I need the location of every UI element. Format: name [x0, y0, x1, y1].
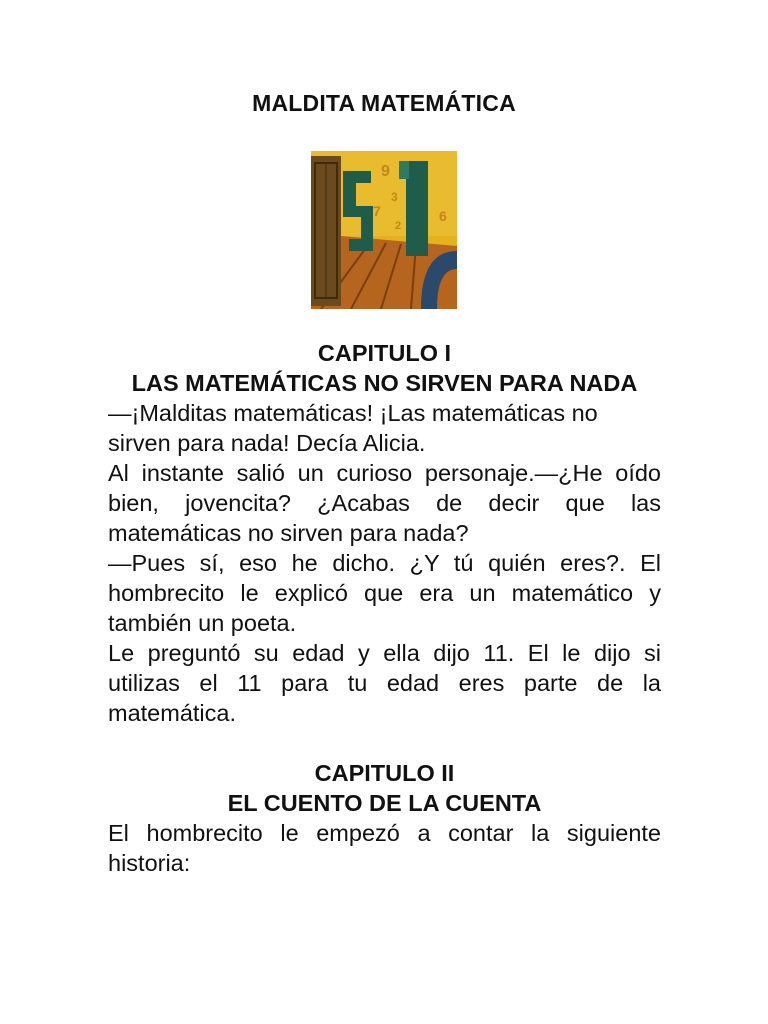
chapter-number: CAPITULO I [317, 340, 452, 366]
cover-image [311, 151, 457, 309]
document-body [108, 338, 661, 878]
chapter-number: CAPITULO II [314, 760, 455, 786]
svg-text:3: 3 [391, 190, 398, 204]
svg-text:7: 7 [373, 203, 381, 219]
svg-text:6: 6 [439, 208, 447, 224]
paragraph: Le preguntó su edad y ella dijo 11. El le dijo si utilizas el 11 para tu edad eres parte de la matemática. [108, 640, 661, 726]
paragraph: —¡Malditas matemáticas! ¡Las matemáticas no sirven para nada! Decía Alicia. [108, 400, 598, 456]
chapter-heading [108, 758, 661, 818]
spacer [108, 728, 661, 758]
chapter-title: EL CUENTO DE LA CUENTA [227, 790, 542, 816]
chapter-2 [108, 758, 661, 878]
book-cover-illustration-icon [311, 151, 457, 309]
chapter-1 [108, 338, 661, 728]
svg-text:2: 2 [395, 220, 402, 232]
paragraph: El hombrecito le empezó a contar la siguiente historia: [108, 820, 661, 876]
paragraph: Al instante salió un curioso personaje.—¿He oído bien, jovencita? ¿Acabas de decir que las matemáticas no sirven para nada? [108, 460, 661, 546]
chapter-title: LAS MATEMÁTICAS NO SIRVEN PARA NADA [131, 370, 638, 396]
paragraph: —Pues sí, eso he dicho. ¿Y tú quién eres?. El hombrecito le explicó que era un matemático y también un poeta. [108, 550, 661, 636]
page-title: MALDITA MATEMÁTICA [252, 90, 516, 116]
chapter-heading [108, 338, 661, 398]
svg-text:9: 9 [381, 163, 390, 180]
